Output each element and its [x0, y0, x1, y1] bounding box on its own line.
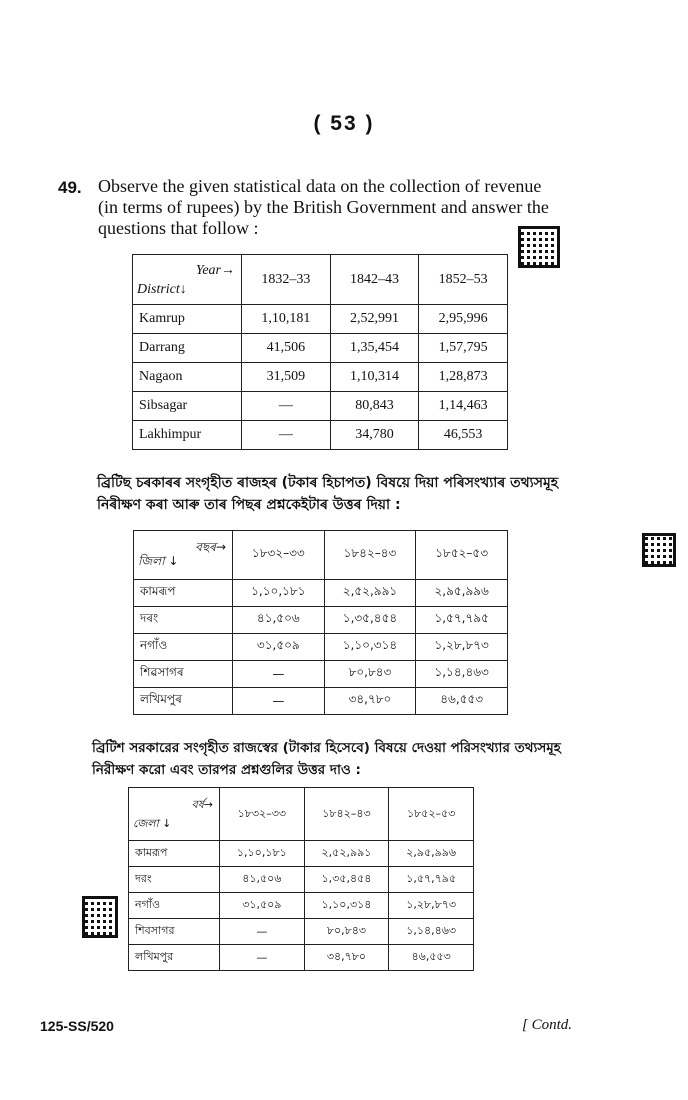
revenue-value: ১,৫৭,৭৯৫: [416, 607, 508, 634]
page-number: ( 53 ): [313, 112, 375, 135]
paper-code: 125-SS/520: [40, 1018, 114, 1034]
revenue-value: 2,95,996: [419, 305, 508, 334]
district-name: শিবসাগর: [129, 919, 220, 945]
table-row: [133, 421, 508, 450]
district-name: শিৱসাগৰ: [134, 661, 233, 688]
revenue-value: —: [220, 919, 305, 945]
table-row: [133, 392, 508, 421]
district-name: কামরূপ: [129, 841, 220, 867]
revenue-value: 34,780: [330, 421, 419, 450]
revenue-value: ২,৫২,৯৯১: [304, 841, 389, 867]
assamese-line: নিৰীক্ষণ কৰা আৰু তাৰ পিছৰ প্ৰশ্নকেইটাৰ উত্তৰ দিয়া :: [97, 497, 401, 513]
district-name: Nagaon: [133, 363, 242, 392]
year-header: ১৮৩২–৩৩: [233, 531, 325, 580]
revenue-value: ৪১,৫০৬: [220, 867, 305, 893]
revenue-value: 1,10,181: [242, 305, 331, 334]
district-name: Kamrup: [133, 305, 242, 334]
year-header: ১৮৩২–৩৩: [220, 788, 305, 841]
table-row: [129, 867, 474, 893]
district-name: লখিমপুৰ: [134, 688, 233, 715]
revenue-value: 46,553: [419, 421, 508, 450]
revenue-value: ২,৯৫,৯৯৬: [389, 841, 474, 867]
table-row: [133, 334, 508, 363]
year-axis-label: Year→: [195, 263, 235, 278]
continued-marker: [ Contd.: [522, 1017, 573, 1033]
year-header: ১৮৪২–৪৩: [304, 788, 389, 841]
revenue-value: ৩১,৫০৯: [220, 893, 305, 919]
revenue-value: 80,843: [330, 392, 419, 421]
revenue-value: —: [242, 392, 331, 421]
district-name: Lakhimpur: [133, 421, 242, 450]
revenue-value: ৮০,৮৪৩: [324, 661, 416, 688]
year-axis-label: বছৰ→: [195, 540, 226, 554]
question-line: questions that follow :: [98, 218, 259, 238]
revenue-value: ১,১৪,৪৬৩: [389, 919, 474, 945]
table-row: [134, 580, 508, 607]
table-corner-cell: [129, 788, 220, 841]
revenue-value: —: [233, 688, 325, 715]
qr-code-icon: [518, 226, 560, 268]
revenue-value: ১,১০,৩১৪: [304, 893, 389, 919]
revenue-value: ৩৪,৭৮০: [304, 945, 389, 971]
table-row: [129, 919, 474, 945]
table-row: [134, 688, 508, 715]
revenue-value: ১,৫৭,৭৯৫: [389, 867, 474, 893]
revenue-table-assamese: [133, 530, 508, 715]
revenue-value: —: [242, 421, 331, 450]
table-corner-cell: [134, 531, 233, 580]
revenue-value: ১,১০,১৮১: [233, 580, 325, 607]
revenue-value: ৮০,৮৪৩: [304, 919, 389, 945]
revenue-value: 1,57,795: [419, 334, 508, 363]
year-header: ১৮৪২–৪৩: [324, 531, 416, 580]
table-row: [129, 893, 474, 919]
district-name: দরং: [129, 867, 220, 893]
year-header: 1852–53: [419, 255, 508, 305]
revenue-value: ২,৯৫,৯৯৬: [416, 580, 508, 607]
question-line: (in terms of rupees) by the British Government and answer the: [98, 197, 549, 217]
revenue-value: ১,৩৫,৪৫৪: [324, 607, 416, 634]
revenue-value: —: [233, 661, 325, 688]
revenue-value: ১,১৪,৪৬৩: [416, 661, 508, 688]
revenue-value: ৩৪,৭৮০: [324, 688, 416, 715]
revenue-value: ১,২৮,৮৭৩: [389, 893, 474, 919]
revenue-value: ১,১০,৩১৪: [324, 634, 416, 661]
table-row: [134, 661, 508, 688]
revenue-value: 1,10,314: [330, 363, 419, 392]
table-row: [129, 945, 474, 971]
district-name: লখিমপুর: [129, 945, 220, 971]
bengali-line: ব্রিটিশ সরকারের সংগৃহীত রাজস্বের (টাকার হিসেবে) বিষয়ে দেওয়া পরিসংখ্যার তথ্যসমূহ: [92, 740, 561, 756]
district-name: দৰং: [134, 607, 233, 634]
question-line: Observe the given statistical data on the collection of revenue: [98, 176, 542, 196]
year-header: 1842–43: [330, 255, 419, 305]
district-name: নগাঁও: [134, 634, 233, 661]
revenue-table-english: [132, 254, 508, 450]
district-axis-label: জিলা ↓: [138, 554, 179, 568]
revenue-value: ৩১,৫০৯: [233, 634, 325, 661]
revenue-value: 1,35,454: [330, 334, 419, 363]
revenue-value: ১,১০,১৮১: [220, 841, 305, 867]
district-name: Sibsagar: [133, 392, 242, 421]
table-row: [133, 305, 508, 334]
year-header: 1832–33: [242, 255, 331, 305]
question-number: 49.: [58, 178, 82, 197]
table-corner-cell: [133, 255, 242, 305]
year-axis-label: বর্ষ→: [191, 798, 213, 811]
table-row: [133, 363, 508, 392]
bengali-question-text: [92, 737, 597, 781]
revenue-value: 41,506: [242, 334, 331, 363]
district-name: নগাঁও: [129, 893, 220, 919]
table-row: [134, 634, 508, 661]
revenue-value: ৪১,৫০৬: [233, 607, 325, 634]
revenue-value: ১,৩৫,৪৫৪: [304, 867, 389, 893]
qr-code-icon: [642, 533, 676, 567]
district-axis-label: জেলা ↓: [133, 817, 172, 830]
assamese-line: ব্ৰিটিছ চৰকাৰৰ সংগৃহীত ৰাজহৰ (টকাৰ হিচাপত) বিষয়ে দিয়া পৰিসংখ্যাৰ তথ্যসমূহ: [97, 475, 559, 491]
revenue-value: 1,14,463: [419, 392, 508, 421]
year-header: ১৮৫২–৫৩: [389, 788, 474, 841]
table-row: [129, 841, 474, 867]
revenue-value: 31,509: [242, 363, 331, 392]
assamese-question-text: [97, 472, 597, 516]
revenue-value: ১,২৮,৮৭৩: [416, 634, 508, 661]
district-axis-label: District↓: [137, 282, 187, 297]
revenue-value: ৪৬,৫৫৩: [389, 945, 474, 971]
revenue-value: —: [220, 945, 305, 971]
district-name: Darrang: [133, 334, 242, 363]
revenue-table-bengali: [128, 787, 474, 971]
district-name: কামৰূপ: [134, 580, 233, 607]
qr-code-icon: [82, 896, 118, 938]
revenue-value: ৪৬,৫৫৩: [416, 688, 508, 715]
revenue-value: 2,52,991: [330, 305, 419, 334]
year-header: ১৮৫২–৫৩: [416, 531, 508, 580]
table-row: [134, 607, 508, 634]
bengali-line: নিরীক্ষণ করো এবং তারপর প্রশ্নগুলির উত্তর দাও :: [92, 762, 361, 778]
revenue-value: ২,৫২,৯৯১: [324, 580, 416, 607]
revenue-value: 1,28,873: [419, 363, 508, 392]
